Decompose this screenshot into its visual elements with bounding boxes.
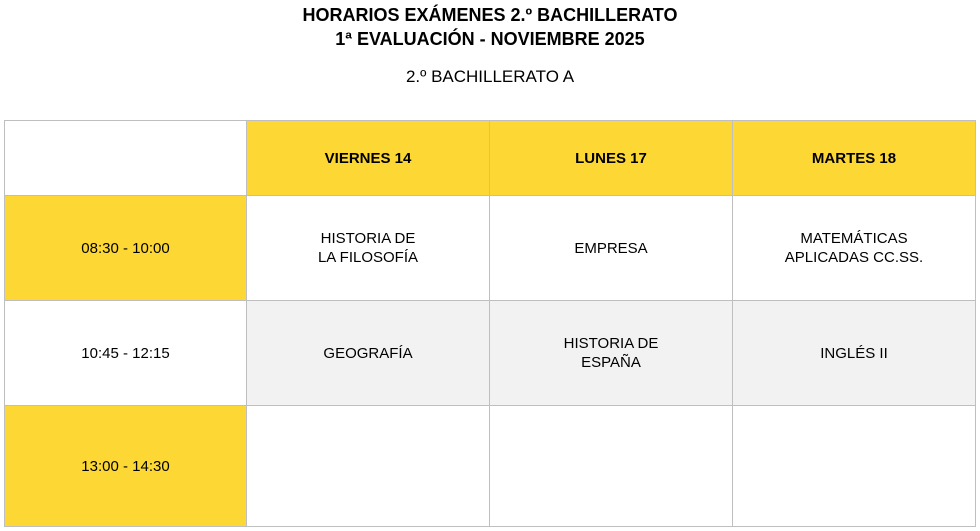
exam-schedule-table	[4, 120, 976, 527]
table-row	[5, 196, 976, 301]
exam-subject-line: HISTORIA DE	[563, 335, 659, 352]
group-label: 2.º BACHILLERATO A	[405, 67, 575, 86]
exam-cell	[490, 301, 733, 406]
exam-cell-empty	[247, 406, 490, 527]
page-subtitle-evaluation: 1ª EVALUACIÓN - NOVIEMBRE 2025	[335, 29, 645, 49]
page-title: HORARIOS EXÁMENES 2.º BACHILLERATO	[302, 5, 678, 25]
exam-subject-line: EMPRESA	[574, 239, 648, 257]
day-header: LUNES 17	[490, 121, 733, 196]
exam-cell	[490, 196, 733, 301]
time-slot-cell: 08:30 - 10:00	[5, 196, 247, 301]
day-header: VIERNES 14	[247, 121, 490, 196]
exam-cell-empty	[733, 406, 976, 527]
exam-subject-line: INGLÉS II	[820, 344, 888, 362]
exam-subject-line: HISTORIA DE	[320, 230, 416, 247]
exam-cell	[733, 301, 976, 406]
exam-subject-line: APLICADAS CC.SS.	[784, 249, 924, 266]
time-slot-cell: 10:45 - 12:15	[5, 301, 247, 406]
exam-subject-line: GEOGRAFÍA	[323, 344, 413, 362]
day-header: MARTES 18	[733, 121, 976, 196]
header-row	[5, 121, 976, 196]
time-slot-cell: 13:00 - 14:30	[5, 406, 247, 527]
exam-subject-line: MATEMÁTICAS	[800, 230, 908, 247]
exam-subject-line: LA FILOSOFÍA	[317, 249, 419, 266]
table-row	[5, 301, 976, 406]
corner-cell	[5, 121, 247, 196]
table-row	[5, 406, 976, 527]
exam-cell	[247, 301, 490, 406]
exam-cell	[733, 196, 976, 301]
exam-cell-empty	[490, 406, 733, 527]
exam-subject-line: ESPAÑA	[581, 354, 641, 371]
exam-cell	[247, 196, 490, 301]
